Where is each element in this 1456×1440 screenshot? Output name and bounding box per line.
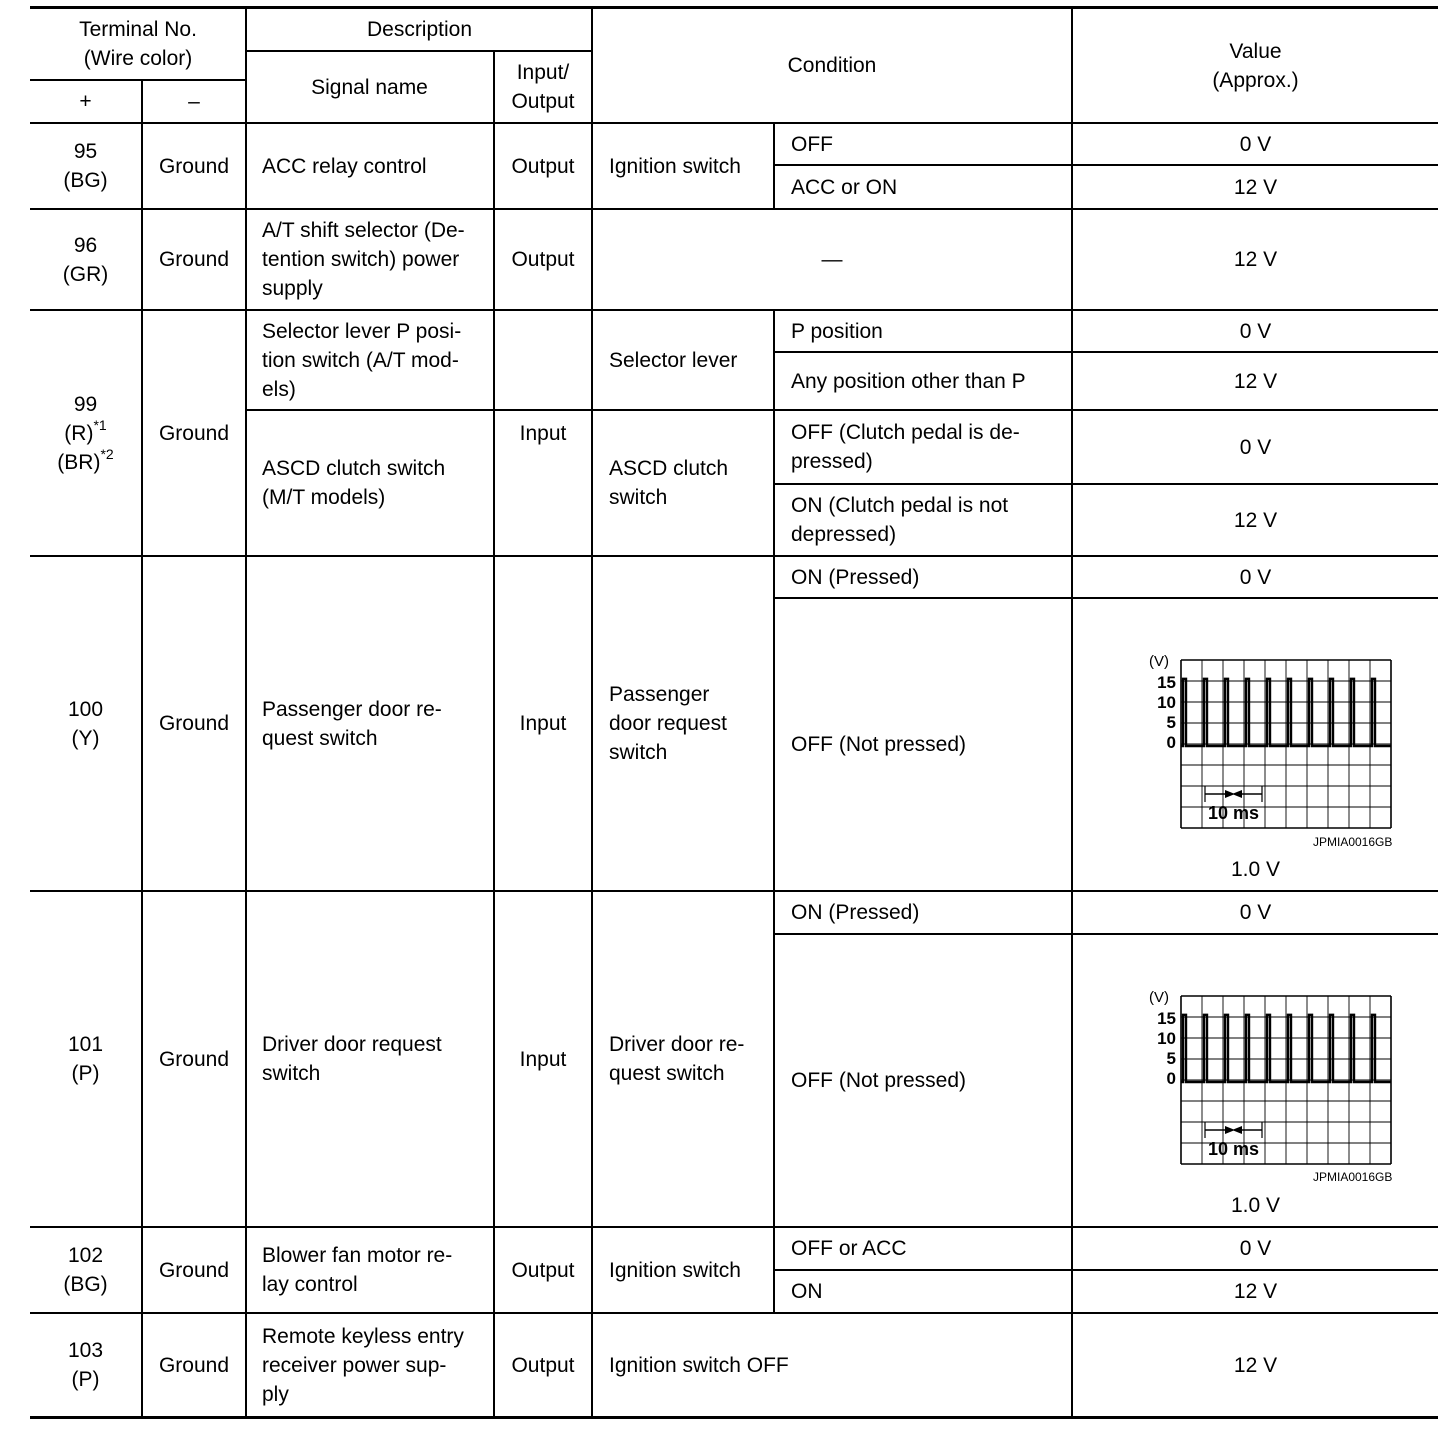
row95-signal xyxy=(246,124,493,208)
row99-signal-a-line2: tion switch (A/T mod- xyxy=(262,348,459,372)
row95-value-on xyxy=(1073,166,1438,208)
row99-footnote1: *1 xyxy=(93,416,107,433)
row96-signal xyxy=(246,210,493,309)
row102-wire-color: (BG) xyxy=(63,1273,108,1296)
time-arrow-right-head xyxy=(1232,790,1242,798)
row102-signal-line2: lay control xyxy=(262,1273,358,1296)
row99-signal-b-line1: ASCD clutch switch xyxy=(262,457,446,480)
row99-signal-a-line1: Selector lever P posi- xyxy=(262,319,462,343)
row100-condition-line3: switch xyxy=(609,741,668,764)
row96-condition xyxy=(593,210,1071,309)
row102-state-on xyxy=(775,1271,1071,1312)
row96-io-text: Output xyxy=(511,248,575,271)
y-tick-label: 10 xyxy=(1157,1029,1176,1048)
row96-signal-line3: supply xyxy=(262,277,323,300)
row95-value-off xyxy=(1073,124,1438,164)
row102-value-on xyxy=(1073,1271,1438,1312)
row99-state-clutch-on xyxy=(775,485,1071,555)
row100-ground-text: Ground xyxy=(158,712,230,735)
row99-value-p-text: 0 V xyxy=(1239,319,1272,343)
row96-signal-line2: tention switch) power xyxy=(262,248,460,271)
row95-signal-text: ACC relay control xyxy=(262,154,427,178)
row96-io xyxy=(495,210,591,309)
row101-figure-code: JPMIA0016GB xyxy=(1313,1170,1393,1184)
row99-condition-b-line1: ASCD clutch xyxy=(609,457,729,480)
row95-ground xyxy=(143,124,245,208)
row103-signal-line2: receiver power sup- xyxy=(262,1353,447,1377)
row99-value-clutch-on-text: 12 V xyxy=(1233,508,1278,532)
row103-signal-line3: ply xyxy=(262,1382,289,1406)
row99-condition-b-line2: switch xyxy=(609,486,668,509)
row100-condition-line2: door request xyxy=(609,712,727,735)
row103-signal-line1: Remote keyless entry xyxy=(262,1324,464,1348)
row100-signal xyxy=(246,557,493,890)
time-arrow-right-head xyxy=(1232,1126,1242,1134)
row99-wire-color-2 xyxy=(57,445,114,477)
time-scale-label: 10 ms xyxy=(1207,803,1260,823)
row103-value-text: 12 V xyxy=(1233,1353,1278,1377)
row96-value xyxy=(1073,210,1438,309)
row100-value-off xyxy=(1073,851,1438,887)
y-unit-label: (V) xyxy=(1149,989,1169,1006)
row100-value-off-text: 1.0 V xyxy=(1230,857,1281,881)
row101-ground-text: Ground xyxy=(158,1047,230,1071)
row99-state-clutch-on-line2: depressed) xyxy=(791,523,897,546)
row101-value-on-text: 0 V xyxy=(1239,901,1272,924)
row101-waveform-svg xyxy=(1073,935,1438,1185)
header-io xyxy=(495,52,591,122)
row99-value-clutch-off xyxy=(1073,411,1438,483)
y-tick-label: 10 xyxy=(1157,693,1176,712)
row96-wire-color: (GR) xyxy=(62,262,109,286)
row96-ground xyxy=(143,210,245,309)
row103-condition xyxy=(593,1314,1071,1416)
row95-terminal-no: 95 xyxy=(73,140,98,163)
row100-value-on-text: 0 V xyxy=(1239,565,1272,589)
row103-ground xyxy=(143,1314,245,1416)
row99-signal-a xyxy=(246,311,493,409)
row100-state-off xyxy=(775,599,1071,890)
header-description xyxy=(246,9,593,50)
row100-wire-color: (Y) xyxy=(71,726,100,750)
header-terminal-no xyxy=(30,9,246,79)
row99-state-clutch-off-line2: pressed) xyxy=(791,450,873,473)
time-scale-label: 10 ms xyxy=(1207,1139,1260,1159)
row102-terminal-no: 102 xyxy=(67,1244,104,1267)
row99-value-clutch-off-text: 0 V xyxy=(1239,435,1272,459)
row95-value-on-text: 12 V xyxy=(1233,175,1278,199)
row99-state-clutch-off-line1: OFF (Clutch pedal is de- xyxy=(791,421,1020,444)
header-condition xyxy=(593,9,1071,122)
row99-io-text: Input xyxy=(519,421,567,445)
row102-terminal xyxy=(30,1228,141,1312)
row102-state-off xyxy=(775,1228,1071,1269)
row101-io-text: Input xyxy=(519,1047,567,1071)
row102-value-on-text: 12 V xyxy=(1233,1280,1278,1303)
y-tick-label: 5 xyxy=(1166,713,1176,732)
row95-value-off-text: 0 V xyxy=(1239,132,1272,156)
row102-value-off xyxy=(1073,1228,1438,1269)
y-tick-label: 5 xyxy=(1166,1049,1176,1068)
row101-state-on xyxy=(775,892,1071,933)
row102-signal-line1: Blower fan motor re- xyxy=(262,1244,453,1267)
row102-condition xyxy=(593,1228,773,1312)
row101-value-on xyxy=(1073,892,1438,933)
row101-wire-color: (P) xyxy=(71,1062,100,1085)
row100-waveform-svg xyxy=(1073,599,1438,849)
row99-terminal xyxy=(30,311,141,555)
header-plus xyxy=(30,81,141,122)
row100-figure-code: JPMIA0016GB xyxy=(1313,835,1393,849)
row102-io xyxy=(495,1228,591,1312)
row103-condition-text: Ignition switch OFF xyxy=(609,1353,789,1377)
row99-state-other xyxy=(775,353,1071,409)
row95-io-text: Output xyxy=(511,154,575,178)
row99-color2: (BR) xyxy=(57,450,101,474)
row99-condition-a xyxy=(593,311,773,409)
header-value-line2: (Approx.) xyxy=(1212,68,1299,92)
y-tick-label: 15 xyxy=(1157,1009,1176,1028)
row96-ground-text: Ground xyxy=(158,248,230,271)
row95-state-off xyxy=(775,124,1071,164)
row99-footnote2: *2 xyxy=(100,445,114,462)
row103-ground-text: Ground xyxy=(158,1353,230,1377)
header-io-line2: Output xyxy=(511,90,575,113)
row99-state-p xyxy=(775,311,1071,351)
row95-condition-text: Ignition switch xyxy=(609,154,741,178)
row99-condition-a-text: Selector lever xyxy=(609,348,738,372)
row101-state-on-text: ON (Pressed) xyxy=(791,901,920,924)
row101-waveform xyxy=(1073,935,1438,1185)
row100-value-on xyxy=(1073,557,1438,597)
row95-ground-text: Ground xyxy=(158,154,230,178)
y-tick-label: 0 xyxy=(1166,733,1176,752)
row99-ground xyxy=(143,311,245,555)
row99-color1: (R) xyxy=(64,421,94,445)
row99-state-clutch-off xyxy=(775,411,1071,483)
y-unit-label: (V) xyxy=(1149,653,1169,670)
row95-state-on-text: ACC or ON xyxy=(791,175,898,199)
row99-signal-b-line2: (M/T models) xyxy=(262,486,386,509)
row95-terminal xyxy=(30,124,141,208)
header-value-line1: Value xyxy=(1229,39,1282,63)
row100-state-on-text: ON (Pressed) xyxy=(791,565,920,589)
row101-ground xyxy=(143,892,245,1226)
row102-ground-text: Ground xyxy=(158,1258,230,1282)
row96-signal-line1: A/T shift selector (De- xyxy=(262,219,465,242)
row100-ground xyxy=(143,557,245,890)
row99-ground-text: Ground xyxy=(158,421,230,445)
row99-value-other-text: 12 V xyxy=(1233,369,1278,393)
row103-value xyxy=(1073,1314,1438,1416)
header-signal-name xyxy=(246,52,493,122)
row95-condition xyxy=(593,124,773,208)
row95-wire-color: (BG) xyxy=(63,169,108,192)
row99-condition-b xyxy=(593,411,773,555)
row100-terminal-no: 100 xyxy=(67,697,104,721)
row102-io-text: Output xyxy=(511,1258,575,1282)
row100-io-text: Input xyxy=(519,712,567,735)
row99-state-clutch-on-line1: ON (Clutch pedal is not xyxy=(791,494,1009,517)
y-tick-label: 0 xyxy=(1166,1069,1176,1088)
row95-state-off-text: OFF xyxy=(791,132,833,156)
row95-io xyxy=(495,124,591,208)
row102-condition-text: Ignition switch xyxy=(609,1258,741,1282)
row100-condition xyxy=(593,557,773,890)
header-value xyxy=(1073,9,1438,122)
row95-state-on xyxy=(775,166,1071,208)
row99-value-other xyxy=(1073,353,1438,409)
row99-value-clutch-on xyxy=(1073,485,1438,555)
row101-terminal-no: 101 xyxy=(67,1033,104,1056)
row102-state-on-text: ON xyxy=(791,1280,823,1303)
row102-signal xyxy=(246,1228,493,1312)
row103-io-text: Output xyxy=(511,1353,575,1377)
row101-value-off-text: 1.0 V xyxy=(1230,1193,1281,1217)
row103-terminal xyxy=(30,1314,141,1416)
row99-io xyxy=(495,311,591,555)
row100-signal-line1: Passenger door re- xyxy=(262,697,442,721)
row102-ground xyxy=(143,1228,245,1312)
row103-io xyxy=(495,1314,591,1416)
row103-terminal-no: 103 xyxy=(67,1339,104,1362)
row99-signal-b xyxy=(246,411,493,555)
row99-state-p-text: P position xyxy=(791,319,883,343)
row100-condition-line1: Passenger xyxy=(609,683,710,706)
row101-condition-line1: Driver door re- xyxy=(609,1033,745,1056)
row96-terminal xyxy=(30,210,141,309)
row101-state-off-text: OFF (Not pressed) xyxy=(791,1069,967,1092)
header-minus-text: – xyxy=(188,90,200,113)
row99-terminal-no: 99 xyxy=(73,392,98,416)
header-wire-color-text: (Wire color) xyxy=(83,47,193,70)
header-condition-text: Condition xyxy=(787,54,877,77)
row103-signal xyxy=(246,1314,493,1416)
header-io-line1: Input/ xyxy=(516,61,570,84)
row100-terminal xyxy=(30,557,141,890)
row96-terminal-no: 96 xyxy=(73,233,98,257)
row102-state-off-text: OFF or ACC xyxy=(791,1237,907,1260)
row99-state-other-text: Any position other than P xyxy=(791,369,1026,393)
row99-value-p xyxy=(1073,311,1438,351)
row99-wire-color-1 xyxy=(64,416,107,448)
row96-condition-text: — xyxy=(821,248,843,271)
row100-state-off-text: OFF (Not pressed) xyxy=(791,733,967,756)
row101-signal xyxy=(246,892,493,1226)
header-minus xyxy=(143,81,245,122)
row100-io xyxy=(495,557,591,890)
header-description-text: Description xyxy=(366,18,473,41)
row101-signal-line2: switch xyxy=(262,1062,321,1085)
row100-signal-line2: quest switch xyxy=(262,726,378,750)
terminal-table xyxy=(30,6,1438,1419)
row102-value-off-text: 0 V xyxy=(1239,1237,1272,1260)
row100-waveform xyxy=(1073,599,1438,849)
row100-state-on xyxy=(775,557,1071,597)
row96-value-text: 12 V xyxy=(1233,248,1278,271)
header-plus-text: + xyxy=(79,90,92,113)
row101-state-off xyxy=(775,935,1071,1226)
row101-terminal xyxy=(30,892,141,1226)
row101-condition-line2: quest switch xyxy=(609,1062,725,1085)
row101-signal-line1: Driver door request xyxy=(262,1033,442,1056)
header-terminal-no-text: Terminal No. xyxy=(79,18,197,41)
row101-condition xyxy=(593,892,773,1226)
row103-wire-color: (P) xyxy=(71,1368,100,1391)
row101-value-off xyxy=(1073,1187,1438,1223)
row101-io xyxy=(495,892,591,1226)
y-tick-label: 15 xyxy=(1157,673,1176,692)
row99-signal-a-line3: els) xyxy=(262,377,296,401)
header-signal-name-text: Signal name xyxy=(311,75,428,99)
